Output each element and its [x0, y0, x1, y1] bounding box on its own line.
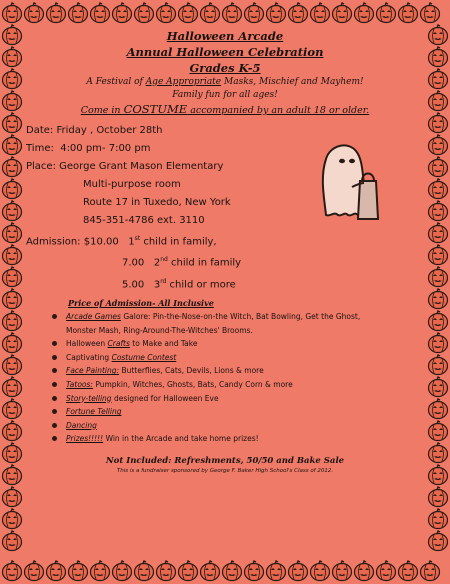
- activity-item: Arcade Games Galore: Pin-the-Nose-on-the Witch, Bat Bowling, Get the Ghost, Monster Mash, Ring-Around-The-Witches' Brooms.: [52, 310, 424, 337]
- pumpkin-icon: [3, 157, 22, 177]
- activity-item: Face Painting: Butterflies, Cats, Devils, Lions & more: [52, 364, 424, 378]
- pumpkin-icon: [429, 179, 448, 199]
- activity-item: Prizes!!!!! Win in the Arcade and take home prizes!: [52, 432, 424, 446]
- pumpkin-icon: [429, 355, 448, 375]
- pumpkin-icon: [429, 25, 448, 45]
- pumpkin-icon: [429, 377, 448, 397]
- not-included: Not Included: Refreshments, 50/50 and Bake Sale: [105, 455, 345, 466]
- date-row: Date: Friday , October 28th: [26, 125, 163, 136]
- place-address: Route 17 in Tuxedo, New York: [83, 197, 231, 208]
- pumpkin-icon: [3, 3, 22, 23]
- pumpkin-icon: [245, 3, 264, 23]
- bullet-icon: [52, 341, 57, 346]
- pumpkin-icon: [355, 3, 374, 23]
- tagline: A Festival of Age Appropriate Masks, Mischief and Mayhem!: [86, 77, 364, 87]
- pumpkin-icon: [25, 3, 44, 23]
- pumpkin-icon: [47, 3, 66, 23]
- activity-list: [26, 310, 424, 446]
- bullet-icon: [52, 355, 57, 360]
- pumpkin-icon: [3, 47, 22, 67]
- pumpkin-icon: [3, 91, 22, 111]
- pumpkin-icon: [429, 223, 448, 243]
- event-details: [26, 122, 424, 294]
- title-line-2: Annual Halloween Celebration: [126, 45, 324, 59]
- pumpkin-icon: [69, 3, 88, 23]
- ghost-trick-or-treat-illustration: [312, 137, 382, 227]
- pumpkin-icon: [3, 179, 22, 199]
- pumpkin-icon: [429, 465, 448, 485]
- bullet-icon: [52, 314, 57, 319]
- activity-item: Dancing: [52, 419, 424, 433]
- pumpkin-icon: [3, 113, 22, 133]
- phone: 845-351-4786 ext. 3110: [83, 215, 205, 226]
- pumpkin-icon: [3, 443, 22, 463]
- pumpkin-icon: [3, 201, 22, 221]
- pumpkin-icon: [3, 267, 22, 287]
- pumpkin-icon: [3, 69, 22, 89]
- pumpkin-icon: [311, 3, 330, 23]
- pumpkin-icon: [3, 487, 22, 507]
- activity-item: Halloween Crafts to Make and Take: [52, 337, 424, 351]
- pumpkin-icon: [3, 25, 22, 45]
- bullet-icon: [52, 396, 57, 401]
- pumpkin-icon: [245, 561, 264, 581]
- pumpkin-icon: [377, 3, 396, 23]
- pumpkin-icon: [91, 3, 110, 23]
- pumpkin-icon: [3, 311, 22, 331]
- activity-item: Captivating Costume Contest: [52, 351, 424, 365]
- pumpkin-icon: [311, 561, 330, 581]
- pumpkin-icon: [135, 561, 154, 581]
- bullet-icon: [52, 423, 57, 428]
- pumpkin-icon: [429, 289, 448, 309]
- pumpkin-icon: [223, 561, 242, 581]
- costume-note: Come in COSTUME accompanied by an adult 18 or older.: [80, 102, 370, 116]
- grades: Grades K-5: [189, 61, 261, 75]
- pumpkin-icon: [113, 561, 132, 581]
- pumpkin-icon: [429, 311, 448, 331]
- activity-item: Story-telling designed for Halloween Eve: [52, 392, 424, 406]
- admission-row-1: Admission: $10.00 1st child in family,: [26, 235, 217, 248]
- pumpkin-icon: [429, 157, 448, 177]
- pumpkin-icon: [3, 289, 22, 309]
- pumpkin-icon: [3, 333, 22, 353]
- age-appropriate: Age Appropriate: [145, 77, 222, 87]
- pumpkin-icon: [267, 561, 286, 581]
- bullet-icon: [52, 436, 57, 441]
- pumpkin-icon: [3, 399, 22, 419]
- pumpkin-icon: [3, 223, 22, 243]
- pumpkin-icon: [429, 47, 448, 67]
- place-row: Place: George Grant Mason Elementary: [26, 161, 224, 172]
- place-room: Multi-purpose room: [83, 179, 181, 190]
- activity-item: Fortune Telling: [52, 405, 424, 419]
- fundraiser-note: This is a fundraiser sponsored by George F. Baker High School's Class of 2012.: [116, 467, 334, 474]
- pumpkin-icon: [333, 3, 352, 23]
- title-line-1: Halloween Arcade: [166, 29, 284, 43]
- pumpkin-icon: [3, 245, 22, 265]
- pumpkin-icon: [157, 561, 176, 581]
- pumpkin-icon: [377, 561, 396, 581]
- pumpkin-icon: [429, 135, 448, 155]
- family-fun: Family fun for all ages!: [172, 90, 278, 100]
- bullet-icon: [52, 409, 57, 414]
- activity-item: Tatoos: Pumpkin, Witches, Ghosts, Bats, Candy Corn & more: [52, 378, 424, 392]
- pumpkin-icon: [421, 561, 440, 581]
- pumpkin-icon: [399, 561, 418, 581]
- pumpkin-icon: [3, 421, 22, 441]
- pumpkin-icon: [399, 3, 418, 23]
- pumpkin-icon: [355, 561, 374, 581]
- pumpkin-icon: [135, 3, 154, 23]
- pumpkin-icon: [201, 3, 220, 23]
- pumpkin-icon: [3, 377, 22, 397]
- pumpkin-icon: [179, 561, 198, 581]
- pumpkin-icon: [429, 443, 448, 463]
- pumpkin-icon: [429, 531, 448, 551]
- pumpkin-icon: [429, 91, 448, 111]
- pumpkin-icon: [333, 561, 352, 581]
- pumpkin-icon: [25, 561, 44, 581]
- pumpkin-icon: [429, 487, 448, 507]
- pumpkin-icon: [47, 561, 66, 581]
- bullet-icon: [52, 382, 57, 387]
- pumpkin-icon: [429, 201, 448, 221]
- pumpkin-icon: [429, 69, 448, 89]
- pumpkin-icon: [267, 3, 286, 23]
- pumpkin-icon: [289, 3, 308, 23]
- pumpkin-icon: [113, 3, 132, 23]
- flyer-content: [26, 28, 424, 474]
- pumpkin-icon: [429, 399, 448, 419]
- pumpkin-icon: [429, 421, 448, 441]
- pumpkin-icon: [69, 561, 88, 581]
- pumpkin-icon: [201, 561, 220, 581]
- pumpkin-icon: [223, 3, 242, 23]
- bullet-icon: [52, 368, 57, 373]
- pumpkin-icon: [3, 355, 22, 375]
- pumpkin-icon: [179, 3, 198, 23]
- pumpkin-icon: [91, 561, 110, 581]
- pumpkin-icon: [429, 509, 448, 529]
- pumpkin-icon: [3, 135, 22, 155]
- pumpkin-icon: [157, 3, 176, 23]
- admission-row-3: 5.00 3rd child or more: [122, 277, 236, 290]
- price-heading: Price of Admission- All Inclusive: [68, 297, 214, 308]
- pumpkin-icon: [429, 245, 448, 265]
- time-row: Time: 4:00 pm- 7:00 pm: [26, 143, 151, 154]
- admission-row-2: 7.00 2nd child in family: [122, 256, 242, 269]
- pumpkin-icon: [3, 531, 22, 551]
- pumpkin-icon: [429, 113, 448, 133]
- pumpkin-icon: [429, 333, 448, 353]
- pumpkin-icon: [289, 561, 308, 581]
- pumpkin-icon: [3, 509, 22, 529]
- pumpkin-icon: [429, 267, 448, 287]
- pumpkin-icon: [3, 561, 22, 581]
- pumpkin-icon: [3, 465, 22, 485]
- pumpkin-icon: [421, 3, 440, 23]
